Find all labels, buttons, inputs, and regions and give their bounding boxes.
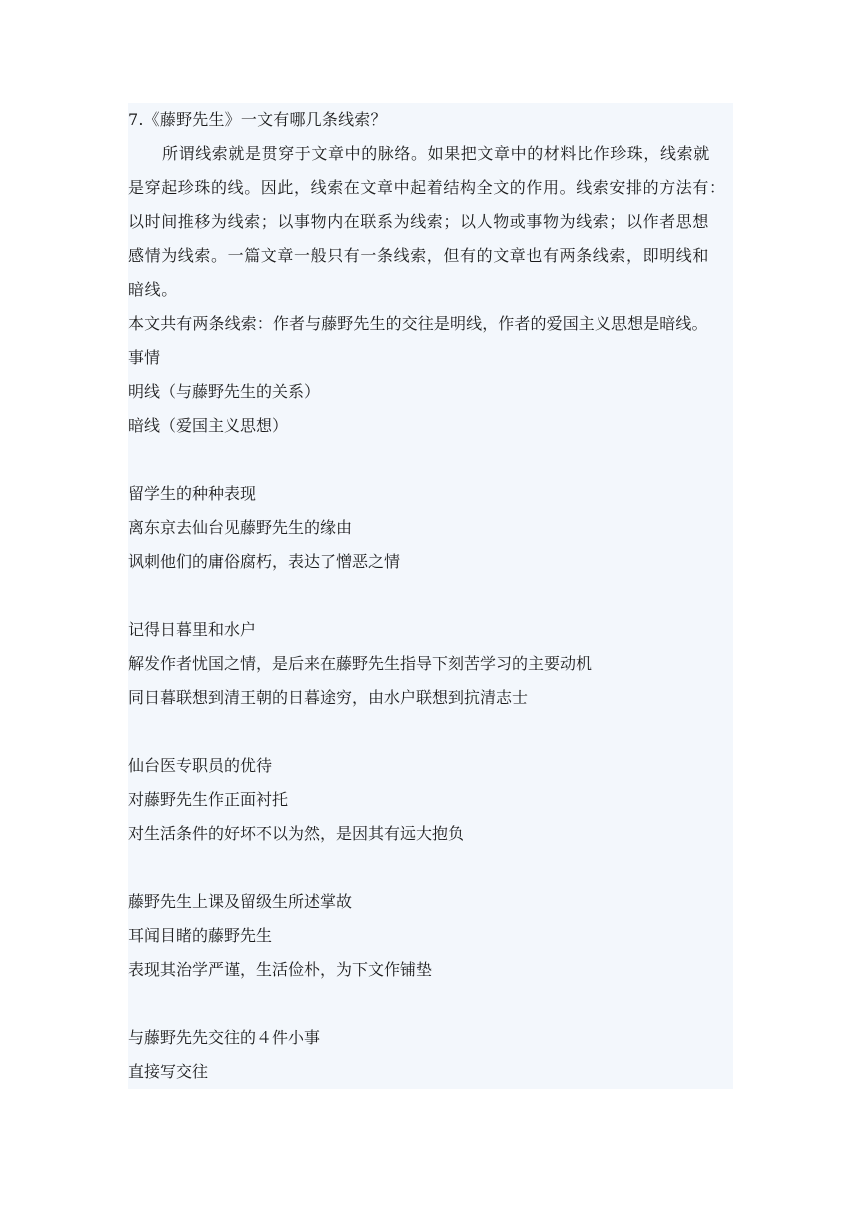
group-explicit: 耳闻目睹的藤野先生	[128, 926, 273, 945]
group-explicit: 离东京去仙台见藤野先生的缘由	[128, 518, 353, 537]
header-event: 事情	[128, 348, 161, 367]
group-event: 仙台医专职员的优待	[128, 756, 273, 775]
blank-line	[128, 579, 733, 613]
group-explicit: 直接写交往	[128, 1062, 209, 1081]
paragraph-line-text: 暗线。	[128, 280, 178, 299]
paragraph-line	[128, 273, 733, 307]
document-text-block	[128, 103, 733, 1089]
question-title: 7.《藤野先生》一文有哪几条线索？	[128, 110, 387, 129]
group-event: 记得日暮里和水户	[128, 620, 257, 639]
blank-line	[128, 851, 733, 885]
group-implicit: 同日暮联想到清王朝的日暮途穷，由水户联想到抗清志士	[128, 688, 529, 707]
paragraph-line	[128, 239, 733, 273]
paragraph-line-text: 所谓线索就是贯穿于文章中的脉络。如果把文章中的材料比作珍珠，线索就	[162, 144, 710, 163]
group-event: 与藤野先先交往的４件小事	[128, 1028, 321, 1047]
blank-line	[128, 715, 733, 749]
group-explicit: 解发作者忧国之情，是后来在藤野先生指导下刻苦学习的主要动机	[128, 654, 593, 673]
paragraph-line	[128, 137, 733, 171]
group-implicit: 表现其治学严谨，生活俭朴，为下文作铺垫	[128, 960, 433, 979]
group-implicit: 讽刺他们的庸俗腐朽，表达了憎恶之情	[128, 552, 401, 571]
group-event: 留学生的种种表现	[128, 484, 257, 503]
summary-line: 本文共有两条线索：作者与藤野先生的交往是明线，作者的爱国主义思想是暗线。	[128, 314, 708, 333]
blank-line	[128, 443, 733, 477]
paragraph-line	[128, 171, 733, 205]
paragraph-line	[128, 205, 733, 239]
group-explicit: 对藤野先生作正面衬托	[128, 790, 289, 809]
header-implicit-clue: 暗线（爱国主义思想）	[128, 416, 289, 435]
paragraph-line-text: 是穿起珍珠的线。因此，线索在文章中起着结构全文的作用。线索安排的方法有：	[128, 178, 726, 197]
blank-line	[128, 987, 733, 1021]
paragraph-line-text: 以时间推移为线索；以事物内在联系为线索；以人物或事物为线索；以作者思想	[128, 212, 710, 231]
paragraph-line-text: 感情为线索。一篇文章一般只有一条线索，但有的文章也有两条线索，即明线和	[128, 246, 710, 265]
paragraph	[128, 137, 733, 307]
header-explicit-clue: 明线（与藤野先生的关系）	[128, 382, 321, 401]
group-implicit: 对生活条件的好坏不以为然，是因其有远大抱负	[128, 824, 465, 843]
group-event: 藤野先生上课及留级生所述掌故	[128, 892, 353, 911]
